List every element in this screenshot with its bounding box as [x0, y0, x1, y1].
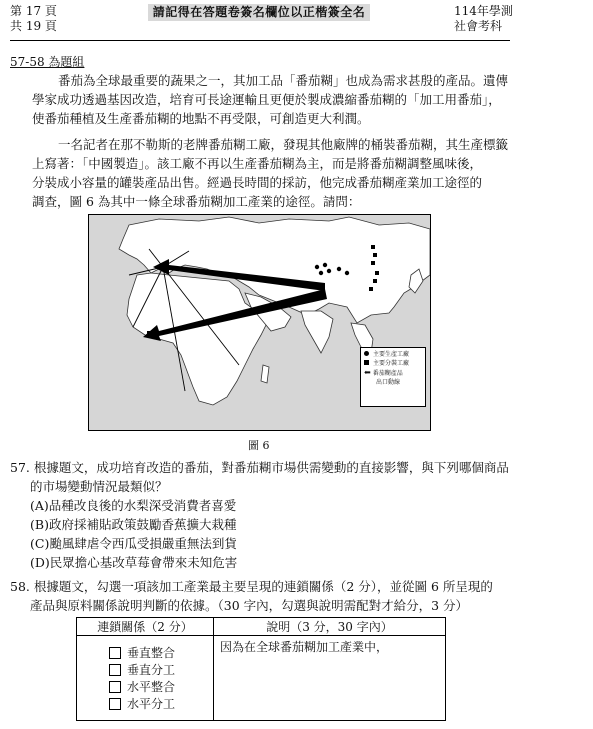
paragraph-2-line-3: 分裝成小容量的罐裝產品出售。經過長時間的採訪，他完成番茄糊產業加工途徑的: [32, 175, 483, 190]
africa-landmass: [127, 273, 267, 405]
india-landmass: [301, 311, 333, 353]
legend-packing: 主要分裝工廠: [373, 360, 410, 367]
paragraph-1-line-1: 番茄為全球最重要的蔬果之一，其加工品「番茄糊」也成為需求甚殷的產品。遺傳: [58, 73, 509, 88]
map-legend: [360, 347, 426, 407]
table-header-chain: 連鎖關係（2 分）: [77, 618, 214, 636]
choice-horizontal-integration[interactable]: 水平整合: [77, 678, 213, 695]
square-dot-icon: [364, 360, 369, 365]
left-arrow-icon: ⬅: [364, 368, 371, 377]
exam-subject: 社會考科: [454, 19, 503, 33]
q58-line-2: 產品與原料關係說明判斷的依據。（30 字內，勾選與說明需配對才給分，3 分）: [30, 598, 469, 613]
page-number: 第 17 頁: [10, 4, 57, 18]
circle-dot-icon: [364, 351, 369, 356]
paragraph-2-line-1: 一名記者在那不勒斯的老牌番茄糊工廠，發現其他廠牌的桶裝番茄糊，其生產標籤: [58, 137, 509, 152]
question-group-label: 57-58 為題組: [10, 55, 85, 69]
madagascar-landmass: [261, 365, 269, 383]
checkbox-icon[interactable]: [109, 698, 121, 710]
legend-export-1: 番茄糊產品: [372, 370, 403, 377]
q58-line-1: 58. 根據題文，勾選一項該加工產業最主要呈現的連鎖關係（2 分），並從圖 6 所呈現的: [10, 579, 493, 594]
q57-option-d[interactable]: (D)民眾擔心基改草莓會帶來未知危害: [30, 555, 238, 570]
explanation-prefix: 因為在全球番茄糊加工產業中，: [220, 640, 389, 654]
signature-reminder-banner: 請記得在答題卷簽名欄位以正楷簽全名: [148, 4, 370, 21]
header-rule: [10, 40, 510, 41]
legend-factory: 主要生產工廠: [373, 351, 410, 358]
table-header-explanation: 說明（3 分，30 字內）: [214, 618, 446, 636]
total-pages: 共 19 頁: [10, 19, 57, 33]
q57-option-c[interactable]: (C)颱風肆虐令西瓜受損嚴重無法到貨: [30, 536, 237, 551]
q57-option-a[interactable]: (A)品種改良後的水梨深受消費者喜愛: [30, 498, 237, 513]
paragraph-2-line-4: 調查，圖 6 為其中一條全球番茄糊加工產業的途徑。請問：: [32, 194, 361, 209]
choice-vertical-division[interactable]: 垂直分工: [77, 661, 213, 678]
checkbox-icon[interactable]: [109, 647, 121, 659]
q57-line-1: 57. 根據題文，成功培育改造的番茄，對番茄糊市場供需變動的直接影響，與下列哪個商品: [10, 460, 509, 475]
choice-vertical-integration[interactable]: 垂直整合: [77, 644, 213, 661]
figure-6-map: [88, 214, 431, 431]
q57-option-b[interactable]: (B)政府採補貼政策鼓勵香蕉擴大栽種: [30, 517, 237, 532]
choice-horizontal-division[interactable]: 水平分工: [77, 695, 213, 712]
paragraph-2-line-2: 上寫著：「中國製造」。該工廠不再以生產番茄糊為主，而是將番茄糊調整風味後，: [32, 156, 483, 171]
q58-answer-table: [76, 617, 446, 721]
figure-caption: 圖 6: [248, 439, 270, 452]
checkbox-icon[interactable]: [109, 681, 121, 693]
exam-year: 114年學測: [454, 4, 513, 18]
paragraph-1-line-2: 學家成功透過基因改造，培育可長途運輸且更便於製成濃縮番茄糊的「加工用番茄」，: [32, 92, 501, 107]
q57-line-2: 的市場變動情況最類似？: [30, 479, 168, 494]
legend-export-2: 出口動線: [376, 379, 401, 386]
paragraph-1-line-3: 使番茄種植及生產番茄糊的地點不再受限，可創造更大利潤。: [32, 111, 370, 126]
explanation-cell[interactable]: [214, 636, 446, 721]
checkbox-icon[interactable]: [109, 664, 121, 676]
choice-cell: [77, 636, 214, 721]
